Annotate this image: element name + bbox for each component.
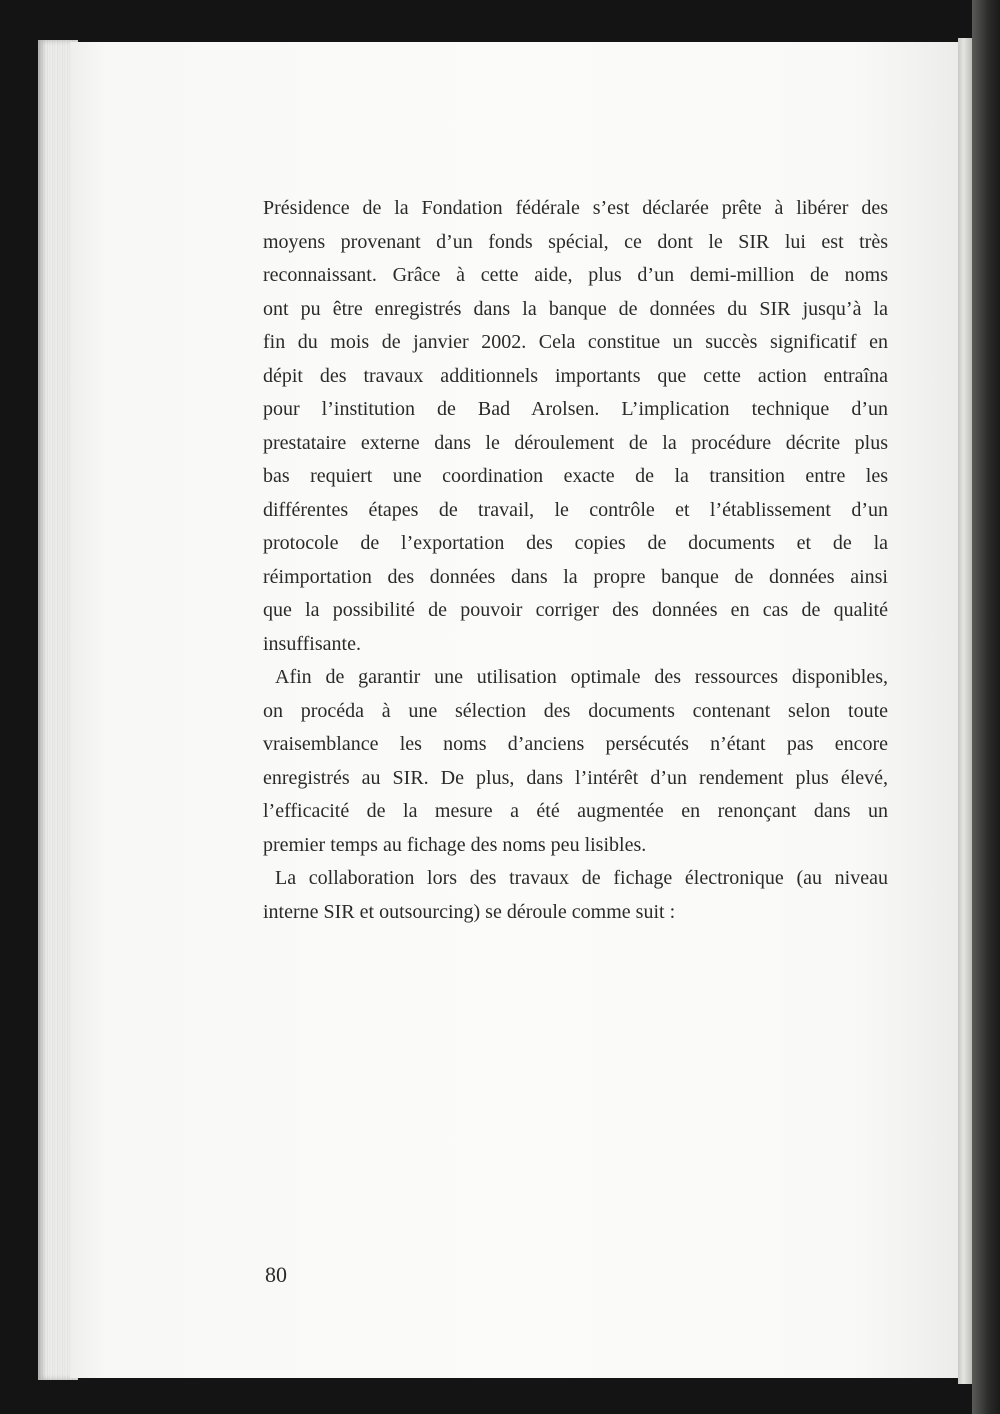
- text-line: dépit des travaux additionnels importants que cette action entraîna: [263, 364, 888, 387]
- text-line: moyens provenant d’un fonds spécial, ce dont le SIR lui est très: [263, 230, 888, 253]
- text-line: Afin de garantir une utilisation optimale des ressources disponibles,: [275, 666, 888, 688]
- book-spine: [958, 38, 972, 1384]
- paragraph-1: [263, 192, 888, 661]
- text-line: que la possibilité de pouvoir corriger des données en cas de qualité: [263, 599, 888, 621]
- text-line: bas requiert une coordination exacte de la transition entre les: [263, 465, 888, 487]
- paragraph-2: [263, 661, 888, 862]
- text-line: interne SIR et outsourcing) se déroule comme suit :: [263, 900, 676, 923]
- text-line: protocole de l’exportation des copies de documents et de la: [263, 532, 888, 554]
- text-line: différentes étapes de travail, le contrôle et l’établissement d’un: [263, 498, 888, 521]
- text-line: ont pu être enregistrés dans la banque de données du SIR jusqu’à la: [263, 297, 888, 320]
- text-line: pour l’institution de Bad Arolsen. L’implication technique d’un: [263, 398, 888, 420]
- paragraph-3: [263, 862, 888, 929]
- text-line: prestataire externe dans le déroulement de la procédure décrite plus: [263, 431, 888, 454]
- text-line: Présidence de la Fondation fédérale s’est déclarée prête à libérer des: [263, 197, 888, 219]
- text-line: fin du mois de janvier 2002. Cela constitue un succès significatif en: [263, 331, 888, 353]
- text-line: insuffisante.: [263, 632, 361, 655]
- text-line: l’efficacité de la mesure a été augmentée en renonçant dans un: [263, 800, 888, 822]
- body-text: [263, 192, 888, 929]
- text-line: La collaboration lors des travaux de fichage électronique (au niveau: [275, 867, 888, 889]
- text-line: reconnaissant. Grâce à cette aide, plus d’un demi-million de noms: [263, 264, 888, 286]
- text-line: on procéda à une sélection des documents contenant selon toute: [263, 699, 888, 722]
- text-line: premier temps au fichage des noms peu lisibles.: [263, 833, 647, 856]
- text-line: enregistrés au SIR. De plus, dans l’intérêt d’un rendement plus élevé,: [263, 766, 888, 789]
- text-line: vraisemblance les noms d’anciens persécutés n’étant pas encore: [263, 733, 888, 755]
- scan-background-strip: [972, 0, 1000, 1414]
- text-line: réimportation des données dans la propre banque de données ainsi: [263, 565, 888, 588]
- page-number: 80: [265, 1262, 287, 1287]
